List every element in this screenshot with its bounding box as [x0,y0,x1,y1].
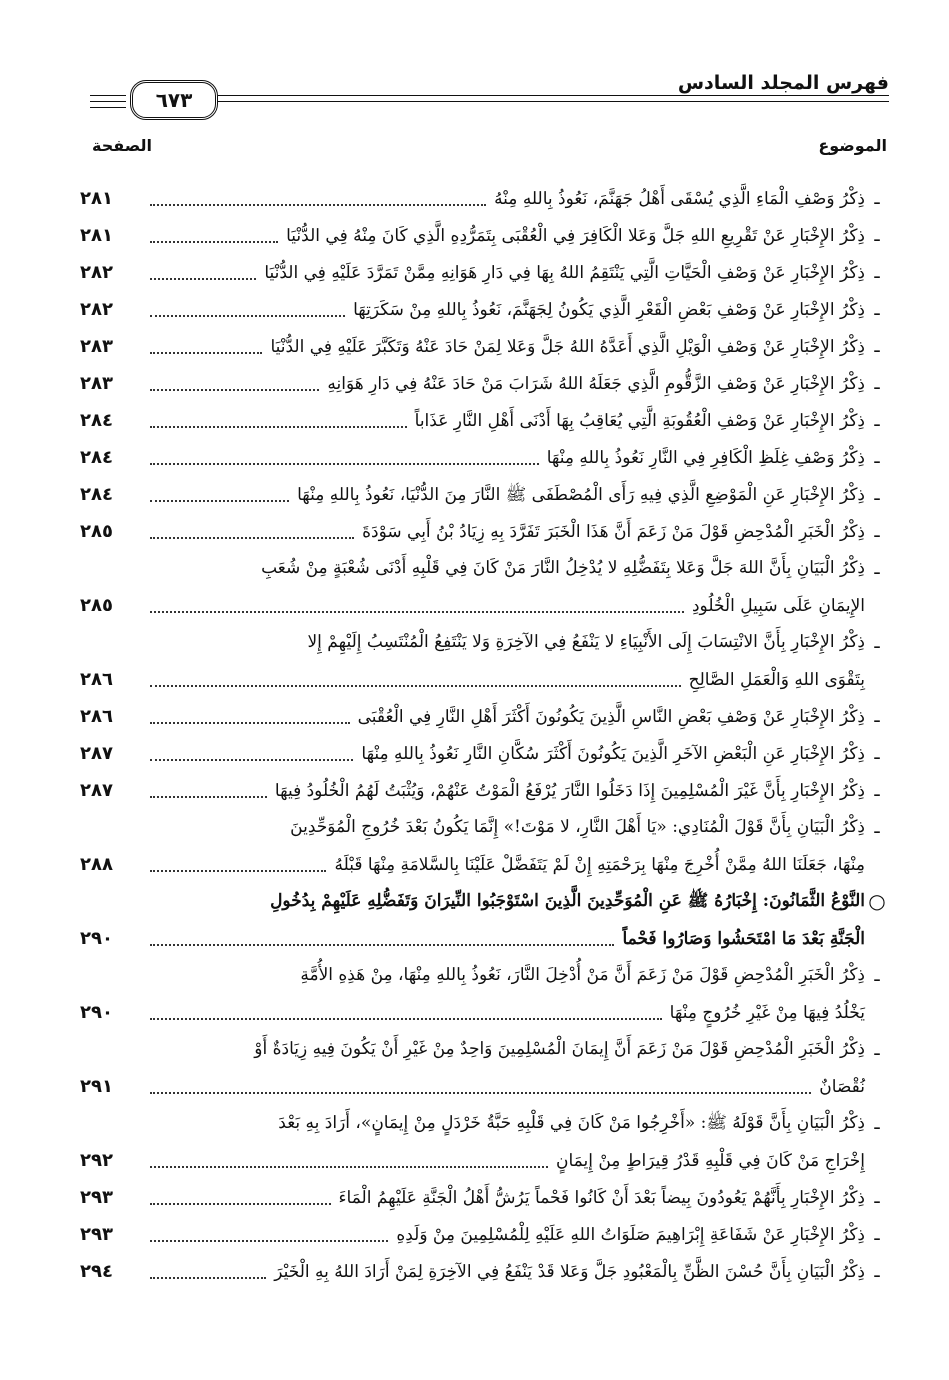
entry-lines [80,254,865,291]
page-ref: ٢٨٥ [80,595,113,616]
entry-line [80,957,865,994]
entry-lines [80,217,865,254]
index-entry [80,180,889,217]
entry-line [80,1253,865,1290]
entry-text: الْجَنَّةِ بَعْدَ مَا امْتَحَشُوا وَصَارُوا فَحْماً [622,929,865,949]
entry-line [80,772,865,809]
entry-lines [80,328,865,365]
index-entry [80,439,889,476]
dot-leader [150,1092,811,1094]
entry-line [80,809,865,846]
header-rule-bottom [218,101,889,102]
entry-lines [80,402,865,439]
entry-text: ذِكْرُ الْبَيَانِ بِأَنَّ حُسْنَ الظَّنِّ بِالْمَعْبُودِ جَلَّ وَعَلا قَدْ يَنْفَعُ فِي الآخِرَةِ لِمَنْ أَرَادَ اللهُ بِهِ الْخَيْرَ [274,1262,865,1282]
dash-bullet-icon: ـ [874,780,880,801]
entry-line [80,587,865,624]
entry-line [80,1216,865,1253]
entry-lines [80,1253,865,1290]
page-ref: ٢٩١ [80,1076,113,1097]
entry-lines [80,513,865,550]
entry-text: ذِكْرُ الإِخْبَارِ عَنْ وَصْفِ الْعُقُوبَةِ الَّتِي يُعَاقِبُ بِهَا أَدْنَى أَهْلِ النَّارِ عَذَاباً [414,411,865,431]
page-ref: ٢٨٤ [80,484,113,505]
dash-bullet-icon: ـ [874,632,880,653]
page-ref: ٢٨٦ [80,669,113,690]
entry-line [80,661,865,698]
entry-line [80,550,865,587]
page-ref: ٢٨٦ [80,706,113,727]
entry-text: ذِكْرُ الإِخْبَارِ عَنْ تَقْرِيعِ اللهِ جَلَّ وَعَلا الْكَافِرَ فِي الْعُقْبَى بِتَمَرُّدِهِ الَّذِي كَانَ مِنْهُ فِي الدُّنْيَا [286,226,865,246]
dash-bullet-icon: ـ [874,817,880,838]
page-ref: ٢٩٣ [80,1224,113,1245]
dash-bullet-icon: ـ [874,1113,880,1134]
entry-lines [80,772,865,809]
entry-text: مِنْهَا، جَعَلَنَا اللهُ مِمَّنْ أُخْرِجَ مِنْهَا بِرَحْمَتِهِ إِنْ لَمْ يَتَفَضَّلْ عَلَيْنَا بِالسَّلامَةِ مِنْهَا قَبْلَهُ [334,855,865,875]
entry-text: ذِكْرُ الإِخْبَارِ عَنِ الْبَعْضِ الآخَرِ الَّذِينَ يَكُونُونَ أَكْثَرَ سُكَّانِ النَّارِ نَعُوذُ بِاللهِ مِنْهَا [361,744,865,764]
dash-bullet-icon: ـ [874,188,880,209]
dash-bullet-icon: ـ [874,1187,880,1208]
page-ref: ٢٩٤ [80,1261,113,1282]
entry-line [80,476,865,513]
dot-leader [150,426,407,428]
index-entry [80,476,889,513]
entry-lines [80,624,865,698]
entry-line [80,1142,865,1179]
entry-line [80,1068,865,1105]
page-ref: ٢٨٣ [80,373,113,394]
entry-text: ذِكْرُ الإِخْبَارِ عَنْ وَصْفِ الزَّقُّومِ الَّذِي جَعَلَهُ اللهُ شَرَابَ مَنْ حَادَ عَنْهُ فِي دَارِ هَوَانِهِ [327,374,865,394]
index-entry [80,513,889,550]
dot-leader [150,1277,266,1279]
column-heading-page: الصفحة [92,136,153,155]
page-ref: ٢٨٤ [80,447,113,468]
dot-leader [150,241,278,243]
entry-text: ذِكْرُ الْبَيَانِ بِأَنَّ اللهَ جَلَّ وَعَلا بِتَفَضُّلِهِ لا يُدْخِلُ النَّارَ مَنْ كَانَ فِي قَلْبِهِ أَدْنَى شُعْبَةٍ مِنْ شُعَبِ [261,558,865,578]
entry-line [80,883,865,920]
entry-lines [80,1031,865,1105]
entry-lines [80,439,865,476]
page-ref: ٢٩٣ [80,1187,113,1208]
index-entry [80,1216,889,1253]
running-title: فهرس المجلد السادس [677,72,889,94]
left-rule-top [90,95,126,96]
entry-text: ذِكْرُ الإِخْبَارِ عَنِ الْمَوْضِعِ الَّذِي فِيهِ رَأَى الْمُصْطَفَى ﷺ النَّارَ مِنَ الدُّنْيَا، نَعُوذُ بِاللهِ مِنْهَا [297,485,865,505]
entry-text: ذِكْرُ الإِخْبَارِ عَنْ وَصْفِ الْوَيْلِ الَّذِي أَعَدَّهُ اللهُ جَلَّ وَعَلا لِمَنْ حَادَ عَنْهُ وَتَكَبَّرَ عَلَيْهِ فِي الدُّنْيَا [270,337,865,357]
entry-line [80,698,865,735]
page-ref: ٢٨٣ [80,336,113,357]
dash-bullet-icon: ـ [874,1224,880,1245]
index-entry [80,254,889,291]
left-rule-bottom [90,101,126,102]
dot-leader [150,1018,662,1020]
dash-bullet-icon: ـ [874,558,880,579]
dot-leader [150,537,354,539]
index-entry [80,624,889,698]
entry-line [80,1105,865,1142]
entry-lines [80,365,865,402]
dash-bullet-icon: ـ [874,410,880,431]
circle-bullet-icon: ○ [868,889,886,913]
dot-leader [150,796,267,798]
index-entries [80,180,889,1290]
entry-line [80,1031,865,1068]
index-entry [80,291,889,328]
entry-lines [80,550,865,624]
dash-bullet-icon: ـ [874,373,880,394]
entry-lines [80,809,865,883]
entry-line [80,254,865,291]
entry-line [80,513,865,550]
dot-leader [150,463,539,465]
page-ref: ٢٨١ [80,188,113,209]
dot-leader [150,722,350,724]
index-entry [80,735,889,772]
page-ref: ٢٩٢ [80,1150,113,1171]
section-heading-entry [80,883,889,957]
column-heading-topic: الموضوع [818,136,887,155]
left-rule-3 [90,107,126,108]
page-number-text: ٦٧٣ [155,88,193,112]
dash-bullet-icon: ـ [874,299,880,320]
dot-leader [150,278,256,280]
header-rule-top [218,95,889,96]
page-number [130,80,218,120]
entry-text: بِتَقْوَى اللهِ وَالْعَمَلِ الصَّالِحِ [688,670,865,690]
page-ref: ٢٨٨ [80,854,113,875]
page-ref: ٢٨٢ [80,299,113,320]
entry-text: ذِكْرُ الْخَبَرِ الْمُدْحِضِ قَوْلَ مَنْ زَعَمَ أَنَّ إِيمَانَ الْمُسْلِمِينَ وَاحِدٌ مِنْ غَيْرِ أَنْ يَكُونَ فِيهِ زِيَادَةٌ أَوْ [254,1039,865,1059]
entry-line [80,994,865,1031]
entry-text: يَخْلُدُ فِيهَا مِنْ غَيْرِ خُرُوجٍ مِنْهَا [669,1003,865,1023]
entry-text: إِخْرَاجِ مَنْ كَانَ فِي قَلْبِهِ قَدْرُ قِيرَاطٍ مِنْ إِيمَانٍ [556,1151,865,1171]
dash-bullet-icon: ـ [874,1039,880,1060]
entry-text: ذِكْرُ الإِخْبَارِ عَنْ شَفَاعَةِ إِبْرَاهِيمَ صَلَوَاتُ اللهِ عَلَيْهِ لِلْمُسْلِمِينَ مِنْ وَلَدِهِ [396,1225,865,1245]
dot-leader [150,1203,331,1205]
entry-text: الإِيمَانِ عَلَى سَبِيلِ الْخُلُودِ [691,596,865,616]
entry-text: ذِكْرُ الإِخْبَارِ عَنْ وَصْفِ بَعْضِ الْقَعْرِ الَّذِي يَكُونُ لِجَهَنَّمَ، نَعُوذُ بِاللهِ مِنْ سَكَرَتِهَا [353,300,865,320]
dot-leader [150,944,614,946]
page-ref: ٢٨٥ [80,521,113,542]
entry-lines [80,291,865,328]
dot-leader [150,870,326,872]
page-ref: ٢٨٧ [80,743,113,764]
index-entry [80,772,889,809]
dot-leader [150,389,319,391]
index-entry [80,809,889,883]
dot-leader [150,1240,388,1242]
entry-line [80,217,865,254]
entry-text: ذِكْرُ الْبَيَانِ بِأَنَّ قَوْلَهُ ﷺ: «أَخْرِجُوا مَنْ كَانَ فِي قَلْبِهِ حَبَّةُ خَرْدَلٍ مِنْ إِيمَانٍ»، أَرَادَ بِهِ بَعْدَ [278,1113,865,1133]
index-entry [80,1253,889,1290]
dot-leader [150,315,345,317]
dash-bullet-icon: ـ [874,447,880,468]
page-ref: ٢٩٠ [80,1002,113,1023]
entry-text: ذِكْرُ الإِخْبَارِ عَنْ وَصْفِ بَعْضِ النَّاسِ الَّذِينَ يَكُونُونَ أَكْثَرَ أَهْلِ النَّارِ فِي الْعُقْبَى [357,707,865,727]
dash-bullet-icon: ـ [874,225,880,246]
entry-line [80,291,865,328]
entry-text: ذِكْرُ الْخَبَرِ الْمُدْحِضِ قَوْلَ مَنْ زَعَمَ أَنَّ مَنْ أُدْخِلَ النَّارَ، نَعُوذُ بِاللهِ مِنْهَا، مِنْ هَذِهِ الأُمَّةِ [300,965,865,985]
entry-line [80,920,865,957]
entry-lines [80,1105,865,1179]
dot-leader [150,759,353,761]
page-ref: ٢٨٧ [80,780,113,801]
page-ref: ٢٩٠ [80,928,113,949]
entry-line [80,624,865,661]
dash-bullet-icon: ـ [874,706,880,727]
dot-leader [150,500,289,502]
entry-line [80,365,865,402]
dot-leader [150,685,681,687]
index-entry [80,217,889,254]
index-entry [80,698,889,735]
entry-lines [80,735,865,772]
dot-leader [150,1166,548,1168]
index-entry [80,550,889,624]
entry-line [80,180,865,217]
entry-line [80,735,865,772]
dash-bullet-icon: ـ [874,521,880,542]
dash-bullet-icon: ـ [874,336,880,357]
entry-text: ذِكْرُ وَصْفِ غِلَظِ الْكَافِرِ فِي النَّارِ نَعُوذُ بِاللهِ مِنْهَا [546,448,865,468]
page-ref: ٢٨٢ [80,262,113,283]
entry-line [80,439,865,476]
dash-bullet-icon: ـ [874,484,880,505]
dash-bullet-icon: ـ [874,743,880,764]
page-ref: ٢٨٤ [80,410,113,431]
entry-lines [80,476,865,513]
page-ref: ٢٨١ [80,225,113,246]
index-entry [80,1179,889,1216]
entry-text: ذِكْرُ وَصْفِ الْمَاءِ الَّذِي يُسْقَى أَهْلُ جَهَنَّمَ، نَعُوذُ بِاللهِ مِنْهُ [494,189,865,209]
entry-text: ذِكْرُ الْخَبَرِ الْمُدْحِضِ قَوْلَ مَنْ زَعَمَ أَنَّ هَذَا الْخَبَرَ تَفَرَّدَ بِهِ زِيَادُ بْنُ أَبِي سَوْدَةَ [362,522,865,542]
entry-text: ذِكْرُ الإِخْبَارِ بِأَنَّ الانْتِسَابَ إِلَى الأَنْبِيَاءِ لا يَنْفَعُ فِي الآخِرَةِ وَلا يَنْتَفِعُ الْمُنْتَسِبُ إِلَيْهِمْ إِلا [307,632,865,652]
index-entry [80,402,889,439]
entry-text: ذِكْرُ الإِخْبَارِ عَنْ وَصْفِ الْحَيَّاتِ الَّتِي يَنْتَقِمُ اللهُ بِهَا فِي دَارِ هَوَانِهِ مِمَّنْ تَمَرَّدَ عَلَيْهِ فِي الدُّنْيَا [264,263,865,283]
entry-lines [80,698,865,735]
entry-line [80,1179,865,1216]
index-entry [80,365,889,402]
index-entry [80,1105,889,1179]
index-entry [80,328,889,365]
dash-bullet-icon: ـ [874,965,880,986]
entry-text: النَّوْعُ الثَّمَانُونَ: إِخْبَارُهُ ﷺ عَنِ الْمُوَحِّدِينَ الَّذِينَ اسْتَوْجَبُوا النِّيرَانَ وَتَفَضُّلِهِ عَلَيْهِمْ بِدُخُولِ [270,891,865,911]
index-entry [80,1031,889,1105]
entry-line [80,328,865,365]
entry-text: ذِكْرُ الْبَيَانِ بِأَنَّ قَوْلَ الْمُنَادِي: «يَا أَهْلَ النَّارِ، لا مَوْتَ!» إِنَّمَا يَكُونُ بَعْدَ خُرُوجِ الْمُوَحِّدِينَ [290,817,865,837]
dash-bullet-icon: ـ [874,1261,880,1282]
entry-line [80,402,865,439]
entry-text: نُقْصَانٌ [819,1077,865,1097]
entry-line [80,846,865,883]
dash-bullet-icon: ـ [874,262,880,283]
entry-lines [80,1216,865,1253]
entry-lines [80,180,865,217]
dot-leader [150,352,262,354]
dot-leader [150,611,684,613]
entry-lines [80,1179,865,1216]
entry-lines [80,883,865,957]
entry-lines [80,957,865,1031]
dot-leader [150,204,486,206]
entry-text: ذِكْرُ الإِخْبَارِ بِأَنَّهُمْ يَعُودُونَ بِيضاً بَعْدَ أَنْ كَانُوا فَحْماً يَرُشُّ أَهْلُ الْجَنَّةِ عَلَيْهِمُ الْمَاءَ [338,1188,865,1208]
entry-text: ذِكْرُ الإِخْبَارِ بِأَنَّ غَيْرَ الْمُسْلِمِينَ إِذَا دَخَلُوا النَّارَ يُرْفَعُ الْمَوْتُ عَنْهُمْ، وَيُثْبَتُ لَهُمُ الْخُلُودُ فِيهَا [274,781,865,801]
index-entry [80,957,889,1031]
